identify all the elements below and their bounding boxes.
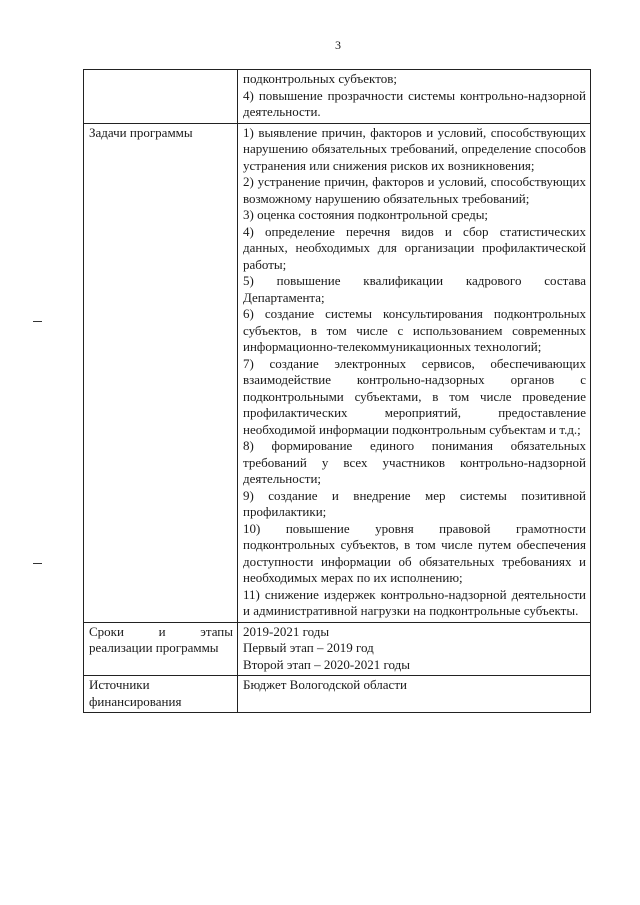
list-item: 4) повышение прозрачности системы контрольно-надзорной деятельности. [243, 87, 586, 119]
table-row-goals-continued [84, 70, 591, 124]
list-item: 5) повышение квалификации кадрового состава Департамента; [243, 273, 586, 305]
list-item: 6) создание системы консультирования подконтрольных субъектов, в том числе с использованием современных информационно-телекоммуникационных технологий; [243, 306, 586, 354]
row-value [238, 123, 591, 622]
list-item: 11) снижение издержек контрольно-надзорной деятельности и административной нагрузки на подконтрольные субъекты. [243, 586, 586, 618]
row-value [238, 676, 591, 713]
list-item: подконтрольных субъектов; [243, 71, 397, 86]
list-item: Бюджет Вологодской области [243, 677, 407, 692]
list-item: 7) создание электронных сервисов, обеспечивающих взаимодействие контрольно-надзорных органов с подконтрольными субъектами, в том числе проведение профилактических мероприятий, предоставление необходимой информации подконтрольным субъектам и т.д.; [243, 355, 586, 437]
margin-mark-lower [33, 563, 42, 564]
row-label: Источники финансирования [84, 676, 238, 713]
program-passport-table [83, 69, 591, 713]
row-label: Сроки и этапы реализации программы [84, 622, 238, 676]
list-item: Первый этап – 2019 год [243, 640, 374, 655]
list-item: 9) создание и внедрение мер системы позитивной профилактики; [243, 487, 586, 519]
row-label: Задачи программы [84, 123, 238, 622]
margin-mark-upper [33, 321, 42, 322]
list-item: 8) формирование единого понимания обязательных требований у всех участников контрольно-надзорной деятельности; [243, 438, 586, 486]
list-item: 4) определение перечня видов и сбор статистических данных, необходимых для организации профилактической работы; [243, 223, 586, 272]
page-number: 3 [335, 38, 341, 52]
list-item: 10) повышение уровня правовой грамотности подконтрольных субъектов, в том числе путем обеспечения доступности информации об обязательных требованиях и необходимых мерах по их исполнению; [243, 520, 586, 585]
list-item: 3) оценка состояния подконтрольной среды; [243, 207, 489, 222]
table-row-tasks [84, 123, 591, 622]
table-row-funding [84, 676, 591, 713]
list-item: 2019-2021 годы [243, 623, 330, 639]
row-value [238, 70, 591, 124]
table-row-terms [84, 622, 591, 676]
list-item: 2) устранение причин, факторов и условий, способствующих возможному нарушению обязательных требований; [243, 174, 586, 206]
row-label [84, 70, 238, 124]
row-value [238, 622, 591, 676]
list-item: Второй этап – 2020-2021 годы [243, 656, 410, 672]
list-item: 1) выявление причин, факторов и условий, способствующих нарушению обязательных требований, определение способов устранения или снижения рисков их возникновения; [243, 124, 586, 173]
